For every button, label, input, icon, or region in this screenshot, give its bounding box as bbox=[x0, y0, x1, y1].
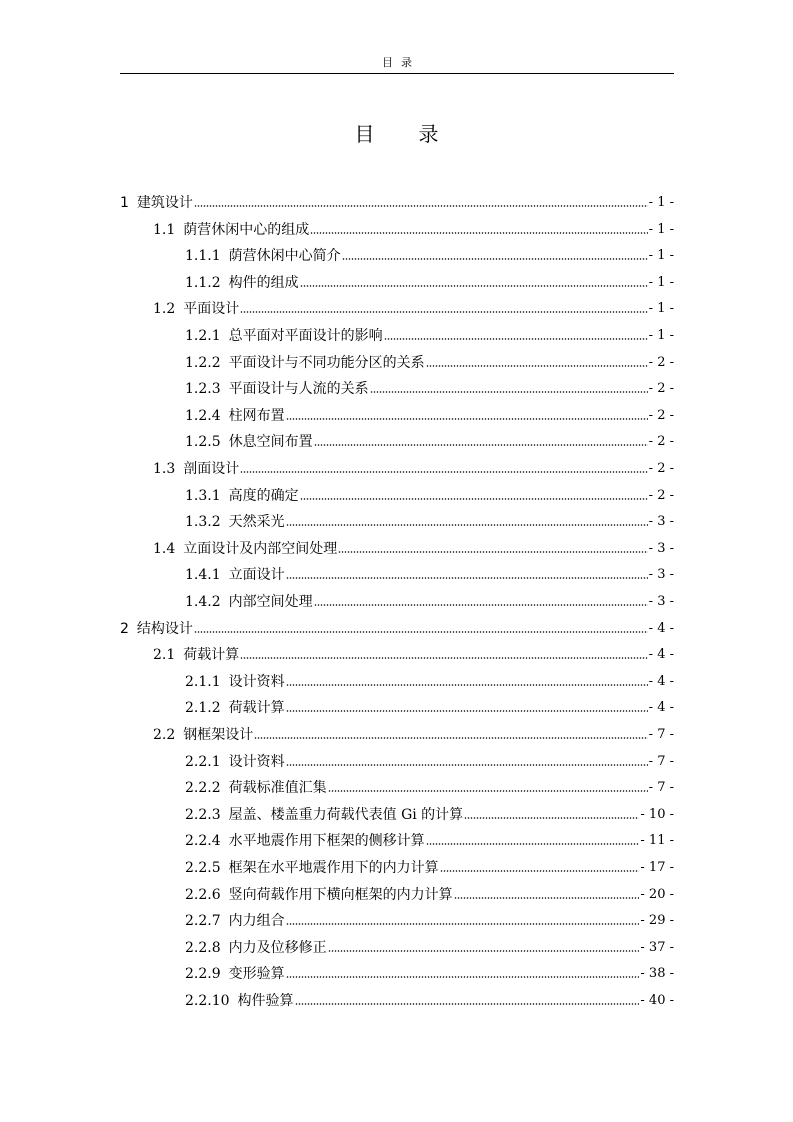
toc-entry[interactable] bbox=[153, 217, 674, 239]
toc-entry[interactable] bbox=[185, 908, 674, 930]
toc-entry-number: 1.4.2 bbox=[185, 594, 221, 610]
toc-entry[interactable] bbox=[185, 669, 674, 691]
dot-leader bbox=[328, 789, 648, 793]
toc-entry-number: 2.2.5 bbox=[185, 860, 221, 876]
toc-entry-page: - 1 - bbox=[648, 274, 674, 290]
toc-entry[interactable] bbox=[185, 429, 674, 451]
toc-entry-number: 2.1 bbox=[153, 647, 176, 664]
toc-entry-title: 构件验算 bbox=[237, 993, 294, 1009]
dot-leader bbox=[240, 470, 647, 474]
dot-leader bbox=[286, 576, 648, 580]
toc-entry-title: 结构设计 bbox=[136, 620, 193, 637]
toc-entry-number: 2.1.1 bbox=[185, 673, 221, 690]
dot-leader bbox=[440, 869, 640, 873]
toc-entry-title: 剖面设计 bbox=[183, 461, 240, 477]
dot-leader bbox=[314, 603, 648, 607]
toc-entry[interactable] bbox=[153, 722, 674, 744]
dot-leader bbox=[286, 683, 648, 687]
toc-entry-title: 框架在水平地震作用下的内力计算 bbox=[228, 860, 439, 876]
dot-leader bbox=[240, 656, 647, 660]
toc-entry[interactable] bbox=[185, 350, 674, 372]
toc-entry-number: 1 bbox=[120, 195, 129, 211]
toc-entry-number: 1.1.2 bbox=[185, 274, 221, 291]
toc-entry[interactable] bbox=[120, 190, 674, 212]
toc-entry-number: 1.4.1 bbox=[185, 567, 221, 584]
toc-entry-page: - 4 - bbox=[648, 673, 674, 689]
toc-entry[interactable] bbox=[185, 403, 674, 425]
dot-leader bbox=[328, 949, 640, 953]
toc-entry-page: - 1 - bbox=[648, 301, 674, 317]
toc-entry-page: - 2 - bbox=[648, 461, 674, 476]
toc-entry[interactable] bbox=[185, 988, 674, 1010]
dot-leader bbox=[370, 390, 648, 394]
toc-entry[interactable] bbox=[185, 589, 674, 611]
toc-entry-title: 内力组合 bbox=[228, 913, 285, 930]
toc-entry-page: - 4 - bbox=[648, 647, 674, 663]
toc-entry[interactable] bbox=[185, 270, 674, 292]
header-rule bbox=[120, 73, 674, 74]
toc-entry[interactable] bbox=[185, 802, 674, 824]
toc-entry-page: - 2 - bbox=[648, 434, 674, 450]
dot-leader bbox=[194, 204, 648, 208]
toc-entry-number: 2.2.6 bbox=[185, 886, 221, 903]
toc-entry-number: 2.2 bbox=[153, 727, 176, 743]
toc-entry-page: - 2 - bbox=[648, 354, 674, 370]
dot-leader bbox=[240, 310, 647, 314]
toc-entry-title: 平面设计 bbox=[183, 301, 240, 318]
toc-entry-title: 天然采光 bbox=[228, 514, 285, 531]
dot-leader bbox=[295, 1002, 640, 1006]
toc-entry-title: 竖向荷载作用下横向框架的内力计算 bbox=[228, 886, 453, 903]
toc-entry-number: 1.3.1 bbox=[185, 487, 221, 504]
toc-entry[interactable] bbox=[185, 749, 674, 771]
dot-leader bbox=[286, 763, 648, 767]
toc-entry-title: 荫营休闲中心的组成 bbox=[183, 221, 310, 238]
toc-entry-number: 2.2.7 bbox=[185, 913, 221, 930]
dot-leader bbox=[464, 816, 639, 820]
toc-entry-number: 1.2.4 bbox=[185, 407, 221, 424]
toc-entry-page: - 7 - bbox=[648, 753, 674, 769]
toc-entry[interactable] bbox=[153, 642, 674, 664]
toc-entry[interactable] bbox=[185, 935, 674, 957]
toc-entry-title: 内部空间处理 bbox=[228, 594, 313, 610]
dot-leader bbox=[338, 550, 647, 554]
toc-entry-title: 屋盖、楼盖重力荷载代表值 Gi 的计算 bbox=[228, 806, 464, 823]
dot-leader bbox=[310, 231, 647, 235]
toc-entry[interactable] bbox=[185, 243, 674, 265]
toc-entry-page: - 2 - bbox=[648, 407, 674, 423]
dot-leader bbox=[194, 630, 648, 634]
toc-entry-title: 平面设计与人流的关系 bbox=[228, 381, 369, 398]
toc-entry-number: 2.1.2 bbox=[185, 700, 221, 717]
toc-entry[interactable] bbox=[120, 616, 674, 638]
toc-entry-title: 荫营休闲中心简介 bbox=[228, 248, 341, 265]
toc-entry-page: - 20 - bbox=[640, 886, 674, 902]
toc-entry-number: 1.1 bbox=[153, 221, 176, 238]
toc-entry-title: 构件的组成 bbox=[228, 274, 299, 291]
toc-entry[interactable] bbox=[185, 775, 674, 797]
toc-entry-number: 1.3.2 bbox=[185, 514, 221, 531]
dot-leader bbox=[300, 497, 648, 501]
toc-entry-page: - 7 - bbox=[648, 727, 674, 742]
toc-entry-page: - 3 - bbox=[648, 567, 674, 583]
toc-entry-page: - 2 - bbox=[648, 487, 674, 503]
toc-entry-page: - 38 - bbox=[640, 966, 674, 982]
toc-entry-number: 2 bbox=[120, 620, 129, 637]
toc-entry-page: - 17 - bbox=[640, 860, 674, 875]
toc-entry-title: 荷载标准值汇集 bbox=[228, 780, 327, 797]
toc-entry-number: 2.2.2 bbox=[185, 780, 221, 797]
toc-entry[interactable] bbox=[185, 509, 674, 531]
toc-entry-number: 1.2.3 bbox=[185, 381, 221, 398]
toc-entry-page: - 29 - bbox=[640, 913, 674, 929]
toc-entry[interactable] bbox=[185, 695, 674, 717]
toc-entry-title: 荷载计算 bbox=[183, 647, 240, 664]
dot-leader bbox=[454, 896, 640, 900]
toc-entry-title: 休息空间布置 bbox=[228, 434, 313, 451]
toc-entry-number: 2.2.8 bbox=[185, 939, 221, 956]
toc-entry-page: - 1 - bbox=[648, 221, 674, 237]
toc-entry-title: 总平面对平面设计的影响 bbox=[228, 328, 383, 344]
toc-entry[interactable] bbox=[185, 961, 674, 983]
toc-entry-title: 立面设计及内部空间处理 bbox=[183, 540, 338, 557]
toc-entry-page: - 40 - bbox=[640, 993, 674, 1008]
running-header: 目录 bbox=[382, 56, 420, 69]
toc-entry-page: - 3 - bbox=[648, 514, 674, 530]
dot-leader bbox=[426, 364, 648, 368]
toc-entry[interactable] bbox=[153, 296, 674, 318]
toc-entry-title: 平面设计与不同功能分区的关系 bbox=[228, 354, 425, 371]
toc-entry-title: 柱网布置 bbox=[228, 407, 285, 424]
dot-leader bbox=[314, 443, 648, 447]
toc-entry-title: 变形验算 bbox=[228, 966, 285, 983]
toc-entry[interactable] bbox=[185, 323, 674, 345]
dot-leader bbox=[426, 842, 640, 846]
toc-entry-title: 水平地震作用下框架的侧移计算 bbox=[228, 833, 425, 850]
dot-leader bbox=[342, 257, 648, 261]
toc-entry-page: - 11 - bbox=[640, 833, 674, 849]
dot-leader bbox=[384, 337, 648, 341]
toc-entry-title: 设计资料 bbox=[228, 673, 285, 690]
toc-entry-number: 2.2.9 bbox=[185, 966, 221, 983]
dot-leader bbox=[286, 709, 648, 713]
toc-entry[interactable] bbox=[185, 828, 674, 850]
toc-entry-number: 2.2.3 bbox=[185, 806, 221, 823]
toc-entry[interactable] bbox=[185, 562, 674, 584]
toc-entry-number: 1.4 bbox=[153, 540, 176, 557]
toc-entry[interactable] bbox=[185, 855, 674, 877]
dot-leader bbox=[286, 922, 640, 926]
dot-leader bbox=[300, 284, 648, 288]
toc-entry[interactable] bbox=[185, 376, 674, 398]
toc-entry-title: 立面设计 bbox=[228, 567, 285, 584]
toc-entry-title: 内力及位移修正 bbox=[228, 939, 327, 956]
toc-entry-page: - 4 - bbox=[648, 620, 674, 636]
toc-entry-title: 荷载计算 bbox=[228, 700, 285, 717]
toc-entry-page: - 2 - bbox=[648, 381, 674, 397]
toc-entry-page: - 37 - bbox=[640, 939, 674, 955]
toc-entry-number: 1.3 bbox=[153, 461, 176, 477]
toc-entry[interactable] bbox=[153, 456, 674, 478]
toc-entry-page: - 3 - bbox=[648, 594, 674, 609]
toc-entry-page: - 4 - bbox=[648, 700, 674, 716]
toc-entry-title: 钢框架设计 bbox=[183, 727, 254, 743]
toc-entry-number: 1.2 bbox=[153, 301, 176, 318]
toc-entry-number: 1.2.1 bbox=[185, 328, 221, 344]
toc-entry-page: - 1 - bbox=[648, 328, 674, 343]
toc-entry[interactable] bbox=[185, 882, 674, 904]
dot-leader bbox=[286, 523, 648, 527]
toc-entry[interactable] bbox=[185, 483, 674, 505]
toc-entry-title: 高度的确定 bbox=[228, 487, 299, 504]
toc-entry-number: 1.1.1 bbox=[185, 248, 221, 265]
toc-entry-page: - 1 - bbox=[648, 248, 674, 264]
toc-entry-title: 设计资料 bbox=[228, 753, 285, 770]
toc-entry-number: 2.2.10 bbox=[185, 993, 230, 1009]
dot-leader bbox=[286, 975, 640, 979]
toc-entry-page: - 7 - bbox=[648, 780, 674, 796]
toc-entry-page: - 10 - bbox=[640, 806, 674, 822]
dot-leader bbox=[286, 417, 648, 421]
dot-leader bbox=[254, 736, 647, 740]
toc-entry-number: 2.2.4 bbox=[185, 833, 221, 850]
toc-entry-page: - 3 - bbox=[648, 540, 674, 556]
toc-entry-title: 建筑设计 bbox=[136, 195, 193, 211]
toc-entry-number: 2.2.1 bbox=[185, 753, 221, 770]
toc-entry-number: 1.2.2 bbox=[185, 354, 221, 371]
toc-entry-page: - 1 - bbox=[648, 195, 674, 210]
toc-entry[interactable] bbox=[153, 536, 674, 558]
toc-entry-number: 1.2.5 bbox=[185, 434, 221, 451]
toc-title: 目录 bbox=[354, 122, 483, 146]
